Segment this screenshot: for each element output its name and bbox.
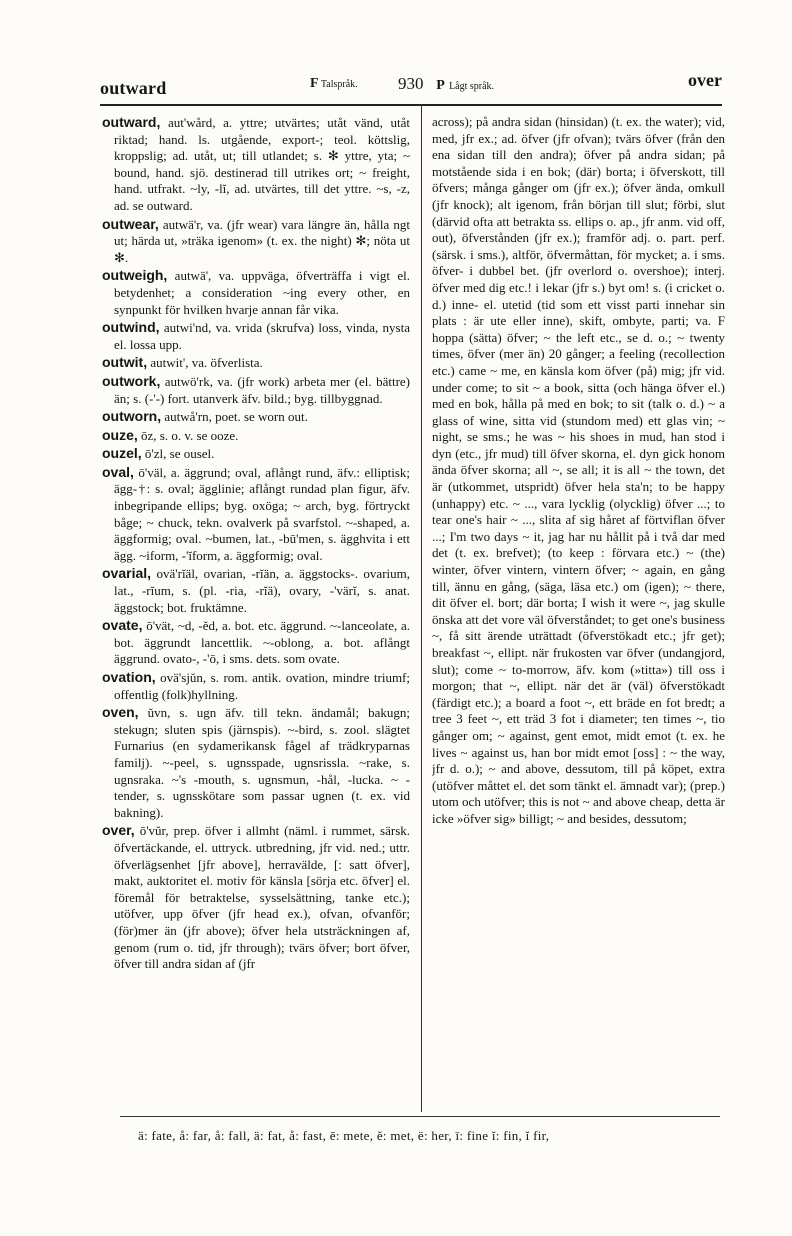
entry-headword: outward, xyxy=(102,114,161,130)
header-rule xyxy=(100,104,722,106)
marker-p-text: Lågt språk. xyxy=(449,81,495,92)
entry xyxy=(102,565,410,616)
entry-headword: ovation, xyxy=(102,669,156,685)
entry-text: ō'väl, a. äggrund; oval, aflångt rund, äfv.: elliptisk; ägg-†: s. oval; ägglinie; aflångt rundad plan figur, äfv. inbegripande ellips; byg. oxöga; ~ arch, byg. förtryckt båge; ~ chuck, tekn. ovalverk på svarfstol. ~-shaped, a. äggformig; oval. ~bumen, lat., -bū'men, s. ägghvita i ett ägg. ~iform, -'ĭform, a. äggformig; oval. xyxy=(114,464,410,563)
entry-text: ovä'sjŭn, s. rom. antik. ovation, mindre triumf; offentlig (folk)hyllning. xyxy=(114,670,410,702)
entry xyxy=(102,319,410,353)
guide-word-right: over xyxy=(688,70,722,90)
entry xyxy=(102,216,410,267)
footer-rule xyxy=(120,1116,720,1117)
entry-text: autwi'nd, va. vrida (skrufva) loss, vinda, nysta el. lossa upp. xyxy=(114,320,410,352)
entry-headword: outworn, xyxy=(102,408,162,425)
entry xyxy=(102,464,410,565)
entry-text: ō'zl, se ousel. xyxy=(141,446,215,462)
entry xyxy=(102,114,410,215)
marker-f: F xyxy=(310,76,319,91)
pronunciation-key: ä: fate, å: far, å: fall, ä: fat, å: fast, ē: mete, ĕ: met, ë: her, ī: fine ĭ: fin, ĭ fir, xyxy=(138,1128,550,1143)
entry-text: aut'wård, a. yttre; utvärtes; utåt vänd, utåt riktad; hand. ls. utgående, export-; teol. köttslig, kroppslig; ad. utåt, ut; till utlandet; s. ✻ yttre, yta; ~ bound, hand. sjö. destinerad till utrikes ort; ~ freight, hand. utfrakt. ~ly, -lĭ, ad. utvärtes, till det yttre. ~s, -z, ad. se outward. xyxy=(114,115,410,213)
entry xyxy=(102,373,410,407)
page-header xyxy=(100,70,722,102)
entry xyxy=(102,408,410,426)
marker-f-text: Talspråk. xyxy=(320,79,358,90)
entry xyxy=(102,354,410,372)
entry-text: autwit', va. öfverlista. xyxy=(147,355,263,371)
entry-text: ō'vŭr, prep. öfver i allmht (näml. i rummet, särsk. öfvertäckande, el. uttryck. utbredning, jfr vid. ned.; uttr. öfverlägsenhet [jfr above], herravälde, [: satt öfver], makt, auktoritet el. motiv för känsla [sörja etc. öfver] el. föremål för betraktelse, sysselsättning, tanke etc.); utöfver, upp öfver (jfr head ex.), ofvan, ofvanför; (för)mer än (jfr above); öfver hela utsträckningen af, genom (rum o. tid, jfr through); tvärs öfver; bort öfver, öfver till andra sidan af (jfr xyxy=(114,823,410,972)
entry-headword: outweigh, xyxy=(102,267,168,284)
entry xyxy=(102,822,410,972)
entry-text: ō'vät, ~d, -ĕd, a. bot. etc. äggrund. ~-lanceolate, a. bot. äggrundt lancettlik. ~-oblong, a. bot. aflångt äggrund. ovato-, -'ō, i sms. dets. som ovate. xyxy=(114,618,410,667)
guide-word-left: outward xyxy=(100,78,167,98)
entry-text: autwö'rk, va. (jfr work) arbeta mer (el. bättre) än; s. (-'-) fort. utanverk äfv. bild.; byg. tillbyggnad. xyxy=(114,373,410,406)
entry-headword: ovate, xyxy=(102,617,143,634)
entry xyxy=(102,445,410,463)
entry-text: ōz, s. o. v. se ooze. xyxy=(137,427,239,443)
column-divider xyxy=(421,104,422,1112)
entry xyxy=(102,427,410,445)
right-column xyxy=(432,114,725,1114)
left-column xyxy=(102,114,410,1114)
entry xyxy=(102,617,410,668)
entry-headword: outwind, xyxy=(102,319,160,336)
entry-headword: oven, xyxy=(102,704,139,721)
entry-continuation: across); på andra sidan (hinsidan) (t. ex. the water); vid, med, jfr ex.; ad. öfver (jfr ofvan); tvärs öfver (från den ena sidan till den andra); öfver på andra sidan; på motstående sida i en bok; (där) borta; i öfverskott, till öfvers; många gånger om (jfr ex.); öfver ända, omkull (jfr knock); alt igenom, från början till slut; förbi, slut (därvid ofta att betrakta ss. ellips o. ap., jfr anm. vid off, out), öfverstånden (jfr ex.); framför adj. o. part. perf. (särsk. i sms.), altför, öfvermåttan, för mycket; a. i sms. öfver- i dubbel bet. (jfr overlord o. overshoe); interj. öfver med dig etc.! i lekar (jfr s.) byt om! s. (i cricket o. d.) inne- el. utetid (tid som ett visst parti innehar sin plats : är ute eller inne), skift, ombyte, parti; va. F hoppa (sätta) öfver; ~ the left etc., se d. o.; ~ twenty times, öfver (mer än) 20 gånger; a feeling (recollection etc.) came ~ me, en känsla kom öfver (på) mig; jfr vid. under come; to sit ~ a book, sitta (och hänga öfver el.) med en bok, hålla på med en bok; to sit (talk o. d.) ~ a glass of wine, sitta vid (stundom med) ett glas vin; ~ night, se sms.; he was ~ his shoes in mud, han stod i dyn (etc., jfr mud) till öfver skorna, el. dyn gick honom ända öfver skorna; all ~, se all; it is all ~ the town, det är (utkommet, utspridt) öfver hela sta'n; to be happy (unhappy) etc. ~ ..., vara lycklig (olycklig) öfver ...; to tear one's hair ~ ..., slita af sig håret af förtviflan öfver ...; I'm two days ~ it, jag har nu hållit på i två dar med det (t. ex. brefvet); (to keep : förvara etc.) ~ (the) winter, öfver vintern, vintern öfver; ~ again, en gång till, ännu en gång, (säga, läsa etc.) om (igen); ~ there, dit öfver el. bort; där borta; I wish it were ~, jag skulle önska att det vore väl öfverståndet; to get one's business ~, få sitt ärende uträttadt (öfverstökadt etc.; jfr get); breakfast ~, ellipt. när frukosten var öfver (undangjord, slut); come ~ to-morrow, äfv. kom (»titta») till oss i morgon; that ~, ellipt. när det är (väl) öfverstökadt (färdigt etc.); a board a foot ~, ett bräde en fot bredt; a tree 3 feet ~, ett träd 3 fot i diameter; ten times ~, tio gånger om; ~ against, gent emot, midt emot (t. ex. he lives ~ against us, han bor midt emot [oss] : ~ the way, jfr d. o.); ~ and above, dessutom, till på köpet, extra (utöfver måttet el. det som tänkt el. ämnadt var); (prep.) utom och utöfver; this is not ~ and above cheap, detta är icke »öfver sig» billigt; ~ and besides, dessutom; xyxy=(432,114,725,826)
entry-text: ŭvn, s. ugn äfv. till tekn. ändamål; bakugn; stekugn; sluten spis (järnspis). ~-bird, s. zool. slägtet Furnarius (en sydamerikansk fågel af trädkryparnas familj). ~-peel, s. ugnsspade, ugnsrissla. ~rake, s. ugnsraka. ~'s -mouth, s. ugnsmun, -hål, -lucka. ~ -tender, s. ugnsskötare som passar ugnen (t. ex. vid bakning). xyxy=(114,705,410,820)
entry-text: autwå'rn, poet. se worn out. xyxy=(161,409,308,425)
entry-headword: outwear, xyxy=(102,215,159,232)
entry-headword: ouze, xyxy=(102,426,138,443)
page-number xyxy=(398,74,494,94)
entry-headword: oval, xyxy=(102,463,134,480)
page-number-text: 930 xyxy=(398,74,424,93)
marker-p: P xyxy=(436,78,445,93)
entry-text: autwä', va. uppväga, öfverträffa i vigt el. betydenhet; a consideration ~ing every other, en synpunkt för hvilken hvarje annan får vika. xyxy=(114,268,410,317)
entry-headword: over, xyxy=(102,822,135,839)
entry-headword: ovarial, xyxy=(102,565,152,582)
entry xyxy=(102,704,410,821)
entry-headword: outwit, xyxy=(102,354,148,371)
entry-headword: outwork, xyxy=(102,372,161,389)
entry xyxy=(102,669,410,703)
entry xyxy=(102,267,410,318)
entry-text: ovä'rĭäl, ovarian, -rĭän, a. äggstocks-. ovarium, lat., -rĭum, s. (pl. -ria, -rĭä), ovary, -'värĭ, s. anat. äggstock; bot. fruktämne. xyxy=(114,566,410,615)
register-legend xyxy=(310,76,358,92)
entry-headword: ouzel, xyxy=(102,445,142,462)
entry-text: autwä'r, va. (jfr wear) vara längre än, hålla ngt ut; härda ut, »träka igenom» (t. ex. the night) ✻; nöta ut ✻. xyxy=(114,216,410,265)
